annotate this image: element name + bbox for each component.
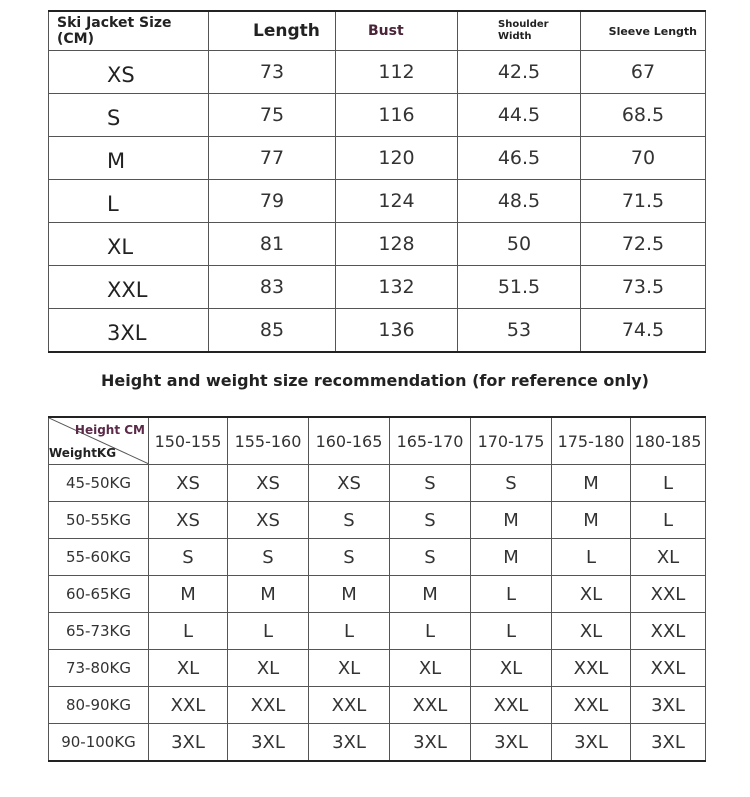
recommendation-title: Height and weight size recommendation (for reference only): [101, 371, 649, 390]
shoulder-cell: 48.5: [458, 180, 581, 223]
header-sleeve-length: Sleeve Length: [581, 11, 706, 51]
size-cell: XXL: [631, 576, 706, 613]
size-cell: XXL: [390, 687, 471, 724]
size-cell: 3XL: [471, 724, 552, 762]
height-header: 180-185: [631, 417, 706, 465]
size-cell: XXL: [49, 266, 209, 309]
size-cell: XL: [309, 650, 390, 687]
size-cell: 3XL: [390, 724, 471, 762]
shoulder-cell: 51.5: [458, 266, 581, 309]
sleeve-cell: 71.5: [581, 180, 706, 223]
shoulder-cell: 53: [458, 309, 581, 353]
size-cell: M: [390, 576, 471, 613]
size-cell: XXL: [228, 687, 309, 724]
size-cell: S: [228, 539, 309, 576]
shoulder-cell: 50: [458, 223, 581, 266]
size-cell: M: [228, 576, 309, 613]
table-row: [49, 137, 706, 180]
size-cell: L: [552, 539, 631, 576]
size-cell: L: [149, 613, 228, 650]
size-cell: XS: [228, 502, 309, 539]
size-cell: XS: [228, 465, 309, 502]
size-cell: XXL: [309, 687, 390, 724]
size-cell: XL: [552, 613, 631, 650]
size-cell: S: [309, 539, 390, 576]
length-cell: 85: [209, 309, 336, 353]
size-cell: 3XL: [49, 309, 209, 353]
size-cell: XXL: [631, 613, 706, 650]
corner-height-label: Height CM: [74, 423, 145, 437]
sleeve-cell: 67: [581, 51, 706, 94]
weight-cell: 60-65KG: [49, 576, 149, 613]
length-cell: 79: [209, 180, 336, 223]
height-header-row: [49, 417, 706, 465]
size-cell: 3XL: [228, 724, 309, 762]
size-cell: XL: [228, 650, 309, 687]
weight-cell: 65-73KG: [49, 613, 149, 650]
height-header: 155-160: [228, 417, 309, 465]
length-cell: 73: [209, 51, 336, 94]
size-cell: S: [149, 539, 228, 576]
size-cell: XS: [309, 465, 390, 502]
size-cell: XL: [49, 223, 209, 266]
weight-cell: 50-55KG: [49, 502, 149, 539]
table-row: [49, 687, 706, 724]
size-cell: L: [471, 613, 552, 650]
corner-cell: [49, 417, 149, 465]
header-shoulder-width: Shoulder Width: [458, 11, 581, 51]
size-cell: 3XL: [309, 724, 390, 762]
size-cell: 3XL: [552, 724, 631, 762]
size-cell: XL: [471, 650, 552, 687]
size-cell: XL: [390, 650, 471, 687]
height-header: 160-165: [309, 417, 390, 465]
table-row: [49, 613, 706, 650]
size-cell: M: [471, 539, 552, 576]
header-size: Ski Jacket Size (CM): [49, 11, 209, 51]
size-cell: XXL: [552, 687, 631, 724]
size-cell: M: [149, 576, 228, 613]
weight-cell: 55-60KG: [49, 539, 149, 576]
table-row: [49, 465, 706, 502]
sleeve-cell: 68.5: [581, 94, 706, 137]
sleeve-cell: 73.5: [581, 266, 706, 309]
table-row: [49, 502, 706, 539]
size-cell: L: [631, 502, 706, 539]
size-cell: XS: [149, 502, 228, 539]
size-cell: M: [471, 502, 552, 539]
size-cell: L: [228, 613, 309, 650]
size-cell: M: [552, 465, 631, 502]
weight-cell: 80-90KG: [49, 687, 149, 724]
size-cell: L: [309, 613, 390, 650]
table-row: [49, 650, 706, 687]
size-cell: XXL: [552, 650, 631, 687]
size-cell: 3XL: [631, 724, 706, 762]
weight-cell: 73-80KG: [49, 650, 149, 687]
size-cell: L: [471, 576, 552, 613]
size-cell: S: [49, 94, 209, 137]
size-cell: XXL: [471, 687, 552, 724]
bust-cell: 112: [336, 51, 458, 94]
size-cell: XS: [149, 465, 228, 502]
length-cell: 75: [209, 94, 336, 137]
weight-cell: 90-100KG: [49, 724, 149, 762]
size-cell: XXL: [149, 687, 228, 724]
table-row: [49, 576, 706, 613]
height-header: 175-180: [552, 417, 631, 465]
table-row: [49, 94, 706, 137]
bust-cell: 136: [336, 309, 458, 353]
size-cell: S: [309, 502, 390, 539]
size-cell: XS: [49, 51, 209, 94]
size-cell: 3XL: [631, 687, 706, 724]
shoulder-cell: 46.5: [458, 137, 581, 180]
size-chart-header-row: [49, 11, 706, 51]
table-row: [49, 180, 706, 223]
size-chart-table: [48, 10, 706, 353]
header-bust: Bust: [336, 11, 458, 51]
bust-cell: 120: [336, 137, 458, 180]
weight-cell: 45-50KG: [49, 465, 149, 502]
size-cell: XL: [149, 650, 228, 687]
recommendation-table: [48, 416, 706, 762]
header-length: Length: [209, 11, 336, 51]
shoulder-cell: 44.5: [458, 94, 581, 137]
size-cell: S: [390, 502, 471, 539]
length-cell: 81: [209, 223, 336, 266]
size-cell: M: [49, 137, 209, 180]
bust-cell: 124: [336, 180, 458, 223]
size-cell: S: [390, 465, 471, 502]
table-row: [49, 266, 706, 309]
table-row: [49, 223, 706, 266]
size-cell: XL: [631, 539, 706, 576]
table-row: [49, 539, 706, 576]
height-header: 170-175: [471, 417, 552, 465]
height-header: 150-155: [149, 417, 228, 465]
height-header: 165-170: [390, 417, 471, 465]
length-cell: 77: [209, 137, 336, 180]
size-cell: S: [471, 465, 552, 502]
table-row: [49, 309, 706, 353]
size-cell: L: [390, 613, 471, 650]
size-cell: L: [49, 180, 209, 223]
size-cell: M: [552, 502, 631, 539]
size-cell: L: [631, 465, 706, 502]
size-cell: 3XL: [149, 724, 228, 762]
bust-cell: 128: [336, 223, 458, 266]
size-cell: XL: [552, 576, 631, 613]
size-cell: S: [390, 539, 471, 576]
table-row: [49, 724, 706, 762]
length-cell: 83: [209, 266, 336, 309]
size-cell: XXL: [631, 650, 706, 687]
sleeve-cell: 70: [581, 137, 706, 180]
shoulder-cell: 42.5: [458, 51, 581, 94]
table-row: [49, 51, 706, 94]
sleeve-cell: 72.5: [581, 223, 706, 266]
bust-cell: 116: [336, 94, 458, 137]
corner-weight-label: WeightKG: [49, 446, 117, 460]
bust-cell: 132: [336, 266, 458, 309]
sleeve-cell: 74.5: [581, 309, 706, 353]
size-cell: M: [309, 576, 390, 613]
